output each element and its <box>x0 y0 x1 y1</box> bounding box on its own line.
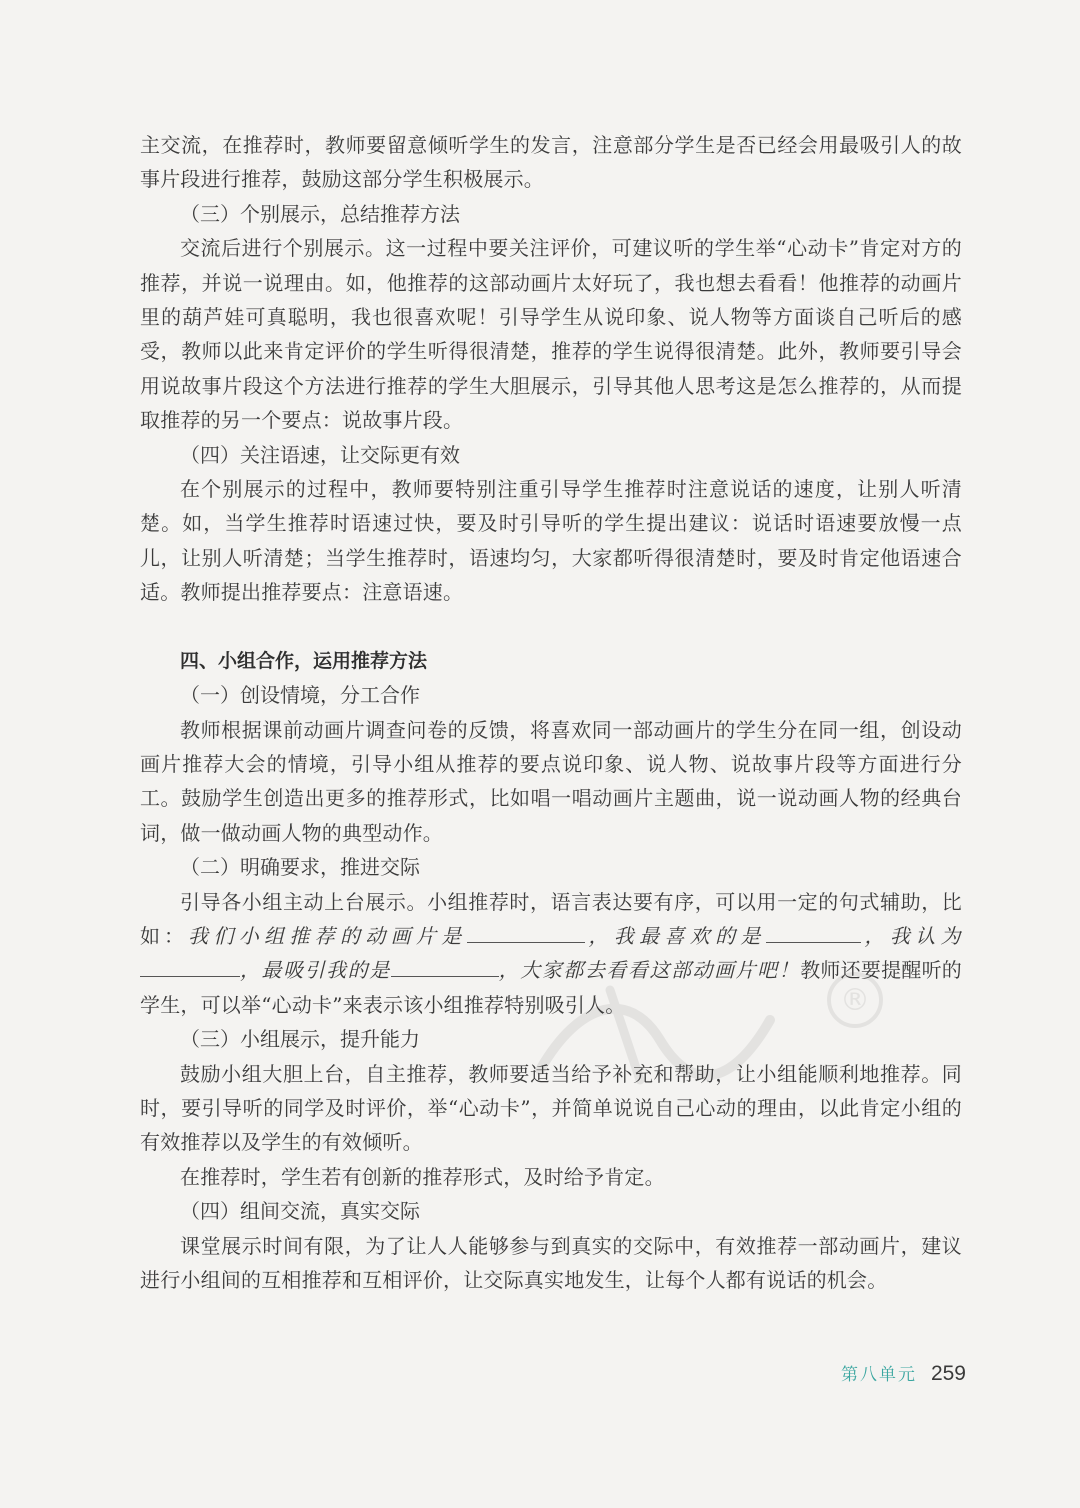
fill-blank-1 <box>467 922 585 943</box>
paragraph-continued: 主交流，在推荐时，教师要留意倾听学生的发言，注意部分学生是否已经会用最吸引人的故事片段进行推荐，鼓励这部分学生积极展示。 <box>140 133 962 192</box>
registered-mark: ® <box>840 983 870 1018</box>
subheading-individual-showcase: （三）个别展示，总结推荐方法 <box>180 201 460 226</box>
subheading-create-scenario: （一）创设情境，分工合作 <box>180 683 420 708</box>
paragraph-group-showcase: 鼓励小组大胆上台，自主推荐，教师要适当给予补充和帮助，让小组能顺利地推荐。同时，要引导听的同学及时评价，举“心动卡”，并简单说说自己心动的理由，以此肯定小组的有效推荐以及学生的有效倾听。 <box>140 1061 962 1155</box>
sentence-frame-1: 我们小组推荐的动画片是 <box>188 923 467 948</box>
subheading-clarify-requirements: （二）明确要求，推进交际 <box>180 855 420 880</box>
subheading-group-showcase: （三）小组展示，提升能力 <box>180 1027 420 1052</box>
page-footer <box>841 1360 966 1386</box>
paragraph-speech-speed: 在个别展示的过程中，教师要特别注重引导学生推荐时注意说话的速度，让别人听清楚。如，当学生推荐时语速过快，要及时引导听的学生提出建议：说话时语速要放慢一点儿，让别人听清楚；当学生推荐时，语速均匀，大家都听得很清楚时，要及时肯定他语速合适。教师提出推荐要点：注意语速。 <box>140 477 962 605</box>
page-body <box>140 128 962 1297</box>
paragraph-clarify-requirements <box>140 885 962 1023</box>
sentence-frame-2: ，我最喜欢的是 <box>584 923 766 948</box>
paragraph-create-scenario: 教师根据课前动画片调查问卷的反馈，将喜欢同一部动画片的学生分在同一组，创设动画片推荐大会的情境，引导小组从推荐的要点说印象、说人物、说故事片段等方面进行分工。鼓励学生创造出更多的推荐形式，比如唱一唱动画片主题曲，说一说动画人物的经典台词，做一做动画人物的典型动作。 <box>140 717 962 845</box>
paragraph-innovation: 在推荐时，学生若有创新的推荐形式，及时给予肯定。 <box>180 1164 665 1189</box>
sentence-frame-5: ，大家都去看看这部动画片吧！ <box>498 958 801 983</box>
paragraph-individual-showcase: 交流后进行个别展示。这一过程中要关注评价，可建议听的学生举“心动卡”肯定对方的推荐，并说一说理由。如，他推荐的这部动画片太好玩了，我也想去看看！他推荐的动画片里的葫芦娃可真聪明，我也很喜欢呢！引导学生从说印象、说人物等方面谈自己听后的感受，教师以此来肯定评价的学生听得很清楚，推荐的学生说得很清楚。此外，教师要引导会用说故事片段这个方法进行推荐的学生大胆展示，引导其他人思考这是怎么推荐的，从而提取推荐的另一个要点：说故事片段。 <box>140 236 962 433</box>
sentence-tail: 教师还要提醒听的学生，可以举“心动卡”来表示该小组推荐特别吸引人。 <box>140 958 963 1017</box>
subheading-speech-speed: （四）关注语速，让交际更有效 <box>180 442 460 467</box>
fill-blank-2 <box>766 922 861 943</box>
sentence-frame-3: ，我认为 <box>860 923 963 948</box>
page-number: 259 <box>930 1362 966 1385</box>
subheading-inter-group: （四）组间交流，真实交际 <box>180 1199 420 1224</box>
fill-blank-4 <box>391 956 499 977</box>
unit-label: 第八单元 <box>840 1365 917 1385</box>
section-title-group-cooperation: 四、小组合作，运用推荐方法 <box>180 649 428 672</box>
sentence-frame-4: ，最吸引我的是 <box>240 958 391 983</box>
sentence-lead: 引导各小组主动上台展示。小组推荐时，语言表达要有序，可以用一定的句式辅助，比如： <box>140 889 962 948</box>
fill-blank-3 <box>140 956 240 977</box>
paragraph-inter-group: 课堂展示时间有限，为了让人人能够参与到真实的交际中，有效推荐一部动画片，建议进行小组间的互相推荐和互相评价，让交际真实地发生，让每个人都有说话的机会。 <box>140 1233 962 1292</box>
